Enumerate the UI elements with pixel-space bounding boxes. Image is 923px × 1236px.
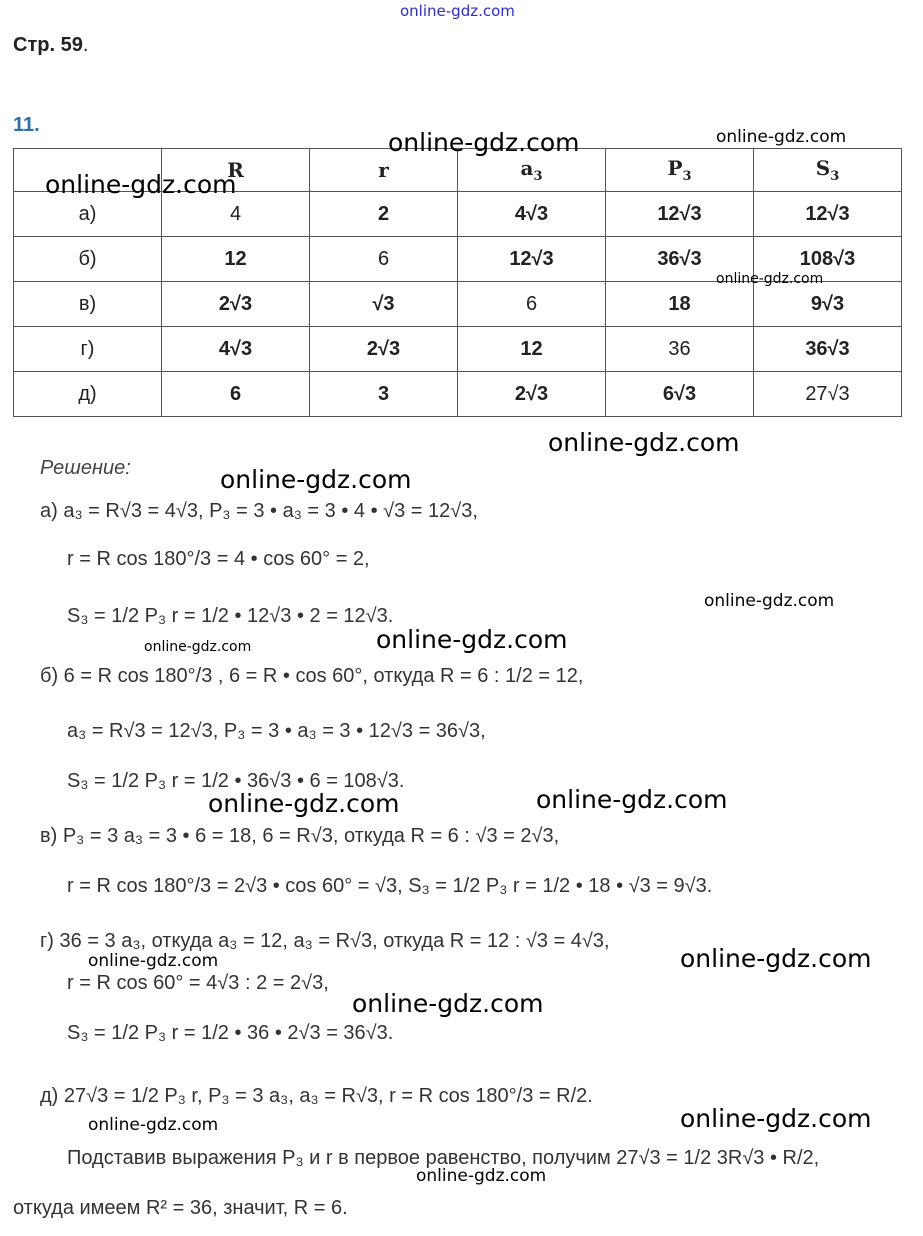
watermark: online-gdz.com [716, 127, 847, 147]
table-cell: 2√3 [458, 372, 606, 417]
header-R: R [227, 158, 244, 182]
solution-line: Подставив выражения P₃ и r в первое равенство, получим 27√3 = 1/2 3R√3 • R/2, [67, 1147, 820, 1169]
table-row [14, 327, 902, 372]
solution-line: д) 27√3 = 1/2 P₃ r, P₃ = 3 a₃, a₃ = R√3, r = R cos 180°/3 = R/2. [40, 1085, 593, 1107]
solution-line: S₃ = 1/2 P₃ r = 1/2 • 36√3 • 6 = 108√3. [67, 770, 405, 792]
table-cell: а) [14, 192, 162, 237]
watermark: online-gdz.com [716, 271, 824, 287]
table-header-cell: $P_3$ [606, 149, 754, 192]
table-cell: в) [14, 282, 162, 327]
watermark: online-gdz.com [388, 128, 580, 157]
watermark: online-gdz.com [680, 1104, 872, 1133]
solution-line: r = R cos 180°/3 = 2√3 • cos 60° = √3, S₃ = 1/2 P₃ r = 1/2 • 18 • √3 = 9√3. [67, 875, 713, 897]
watermark: online-gdz.com [376, 625, 568, 654]
watermark: online-gdz.com [536, 785, 728, 814]
watermark: online-gdz.com [88, 951, 219, 971]
solution-line: r = R cos 60° = 4√3 : 2 = 2√3, [67, 972, 329, 994]
table-cell: 12 [162, 237, 310, 282]
watermark: online-gdz.com [352, 989, 544, 1018]
table-cell: 4√3 [458, 192, 606, 237]
table-cell: 6 [310, 237, 458, 282]
table-cell: д) [14, 372, 162, 417]
table-cell: 36 [606, 327, 754, 372]
table-header-cell: $a_3$ [458, 149, 606, 192]
table-cell: 4√3 [162, 327, 310, 372]
table-cell: 36√3 [754, 327, 902, 372]
table-header-cell: $S_3$ [754, 149, 902, 192]
table-cell: 108√3 [754, 237, 902, 282]
table-cell: 36√3 [606, 237, 754, 282]
watermark: online-gdz.com [88, 1115, 219, 1135]
table-cell: 18 [606, 282, 754, 327]
solution-line: откуда имеем R² = 36, значит, R = 6. [13, 1197, 348, 1219]
table-cell: 9√3 [754, 282, 902, 327]
table-cell: 2 [310, 192, 458, 237]
table-cell: б) [14, 237, 162, 282]
watermark: online-gdz.com [704, 591, 835, 611]
solution-line: а) a₃ = R√3 = 4√3, P₃ = 3 • a₃ = 3 • 4 • √3 = 12√3, [40, 500, 478, 522]
page-label-dot: . [82, 34, 89, 56]
table-cell: 6√3 [606, 372, 754, 417]
table-cell: 4 [162, 192, 310, 237]
solution-line: S₃ = 1/2 P₃ r = 1/2 • 36 • 2√3 = 36√3. [67, 1022, 394, 1044]
table-cell: 12√3 [606, 192, 754, 237]
solution-line: r = R cos 180°/3 = 4 • cos 60° = 2, [67, 548, 370, 570]
header-r: r [378, 158, 389, 182]
page-label [13, 34, 88, 57]
solution-line: г) 36 = 3 a₃, откуда a₃ = 12, a₃ = R√3, откуда R = 12 : √3 = 4√3, [40, 930, 610, 952]
watermark: online-gdz.com [45, 170, 237, 199]
watermark-top: online-gdz.com [400, 2, 515, 20]
table-cell: 6 [458, 282, 606, 327]
watermark: online-gdz.com [144, 639, 252, 655]
solution-line: б) 6 = R cos 180°/3 , 6 = R • cos 60°, откуда R = 6 : 1/2 = 12, [40, 665, 584, 687]
task-number: 11. [13, 114, 40, 136]
table-cell: 12√3 [754, 192, 902, 237]
table-cell: 3 [310, 372, 458, 417]
table-cell: 12√3 [458, 237, 606, 282]
table-cell: 6 [162, 372, 310, 417]
watermark: online-gdz.com [680, 944, 872, 973]
table-cell: 27√3 [754, 372, 902, 417]
table-cell: 12 [458, 327, 606, 372]
watermark: online-gdz.com [548, 428, 740, 457]
page-label-text: Стр. 59 [13, 34, 83, 56]
table-cell: 2√3 [162, 282, 310, 327]
table-cell: √3 [310, 282, 458, 327]
solution-heading: Решение: [40, 457, 131, 479]
table-cell: 2√3 [310, 327, 458, 372]
watermark: online-gdz.com [220, 465, 412, 494]
table-row [14, 372, 902, 417]
solution-line: S₃ = 1/2 P₃ r = 1/2 • 12√3 • 2 = 12√3. [67, 605, 394, 627]
watermark: online-gdz.com [416, 1166, 547, 1186]
table-cell: г) [14, 327, 162, 372]
table-row [14, 282, 902, 327]
solution-line: в) P₃ = 3 a₃ = 3 • 6 = 18, 6 = R√3, откуда R = 6 : √3 = 2√3, [40, 825, 560, 847]
watermark: online-gdz.com [208, 789, 400, 818]
solution-line: a₃ = R√3 = 12√3, P₃ = 3 • a₃ = 3 • 12√3 = 36√3, [67, 720, 486, 742]
